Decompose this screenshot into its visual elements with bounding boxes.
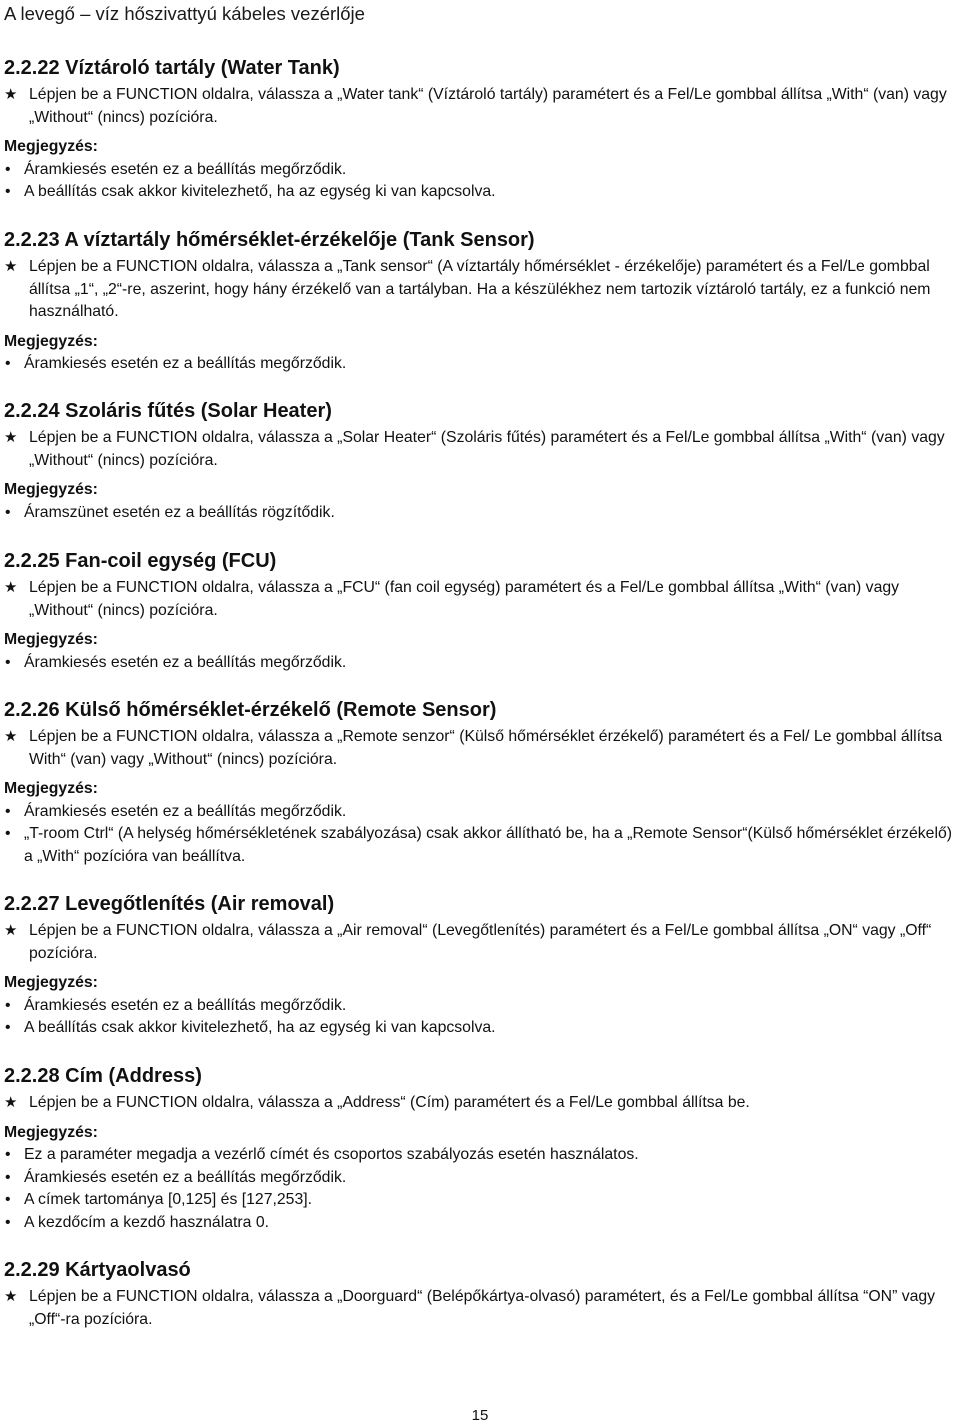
note-item [4, 502, 956, 525]
star-icon: ★ [4, 1288, 18, 1305]
note-item [4, 1017, 956, 1040]
note-text: Áramkiesés esetén ez a beállítás megőrződik. [24, 996, 347, 1014]
section-tank-sensor [4, 228, 956, 376]
note-item [4, 159, 956, 182]
note-text: Ez a paraméter megadja a vezérlő címét és csoportos szabályozás esetén használatos. [24, 1146, 639, 1163]
instruction-text: Lépjen be a FUNCTION oldalra, válassza a „Tank sensor“ (A víztartály hőmérséklet - érzékelője) paramétert és a Fel/Le gombbal állítsa „1“, „2“-re, aszerint, hogy hány érzékelő van a tartályban. Ha a készülékhez nem tartozik víztároló tartály, ez a funkció nem használható. [29, 258, 931, 320]
note-item [4, 181, 956, 204]
note-label: Megjegyzés: [4, 780, 98, 797]
bullet-icon: • [5, 160, 11, 178]
instruction [4, 577, 956, 622]
instruction [4, 920, 956, 965]
section-title: 2.2.24 Szoláris fűtés (Solar Heater) [4, 400, 332, 422]
bullet-icon: • [5, 1019, 11, 1036]
section-air-removal [4, 892, 956, 1040]
note-item [4, 1189, 956, 1212]
note-item [4, 801, 956, 824]
note-label: Megjegyzés: [4, 332, 98, 350]
bullet-icon: • [5, 825, 11, 842]
bullet-icon: • [5, 355, 11, 372]
section-title: 2.2.26 Külső hőmérséklet-érzékelő (Remote Sensor) [4, 699, 497, 721]
instruction [4, 1286, 956, 1331]
page-number: 15 [471, 1407, 489, 1424]
bullet-icon: • [5, 1191, 11, 1208]
star-icon: ★ [4, 922, 18, 939]
star-icon: ★ [4, 1094, 18, 1111]
star-icon: ★ [4, 86, 18, 103]
instruction-text: Lépjen be a FUNCTION oldalra, válassza a „Address“ (Cím) paramétert és a Fel/Le gombbal állítsa be. [29, 1094, 750, 1111]
section-address [4, 1064, 956, 1234]
star-icon: ★ [4, 728, 18, 745]
note-text: Áramkiesés esetén ez a beállítás megőrződik. [24, 355, 347, 372]
note-text: „T-room Ctrl“ (A helység hőmérsékletének szabályozása) csak akkor állítható be, ha a „Remote Sensor“(Külső hőmérséklet érzékelő) a „With“ pozícióra van beállítva. [24, 825, 953, 865]
note-item [4, 652, 956, 675]
instruction-text: Lépjen be a FUNCTION oldalra, válassza a „Remote senzor“ (Külső hőmérséklet érzékelő) paramétert és a Fel/ Le gombbal állítsa With“ (van) vagy „Without“ (nincs) pozícióra. [29, 728, 943, 768]
bullet-icon: • [5, 1146, 11, 1163]
note-text: A címek tartománya [0,125] és [127,253]. [24, 1191, 313, 1208]
section-water-tank [4, 56, 956, 204]
section-title: 2.2.25 Fan-coil egység (FCU) [4, 550, 277, 572]
section-title: 2.2.29 Kártyaolvasó [4, 1259, 191, 1281]
instruction-text: Lépjen be a FUNCTION oldalra, válassza a „Air removal“ (Levegőtlenítés) paramétert és a Fel/Le gombbal állítsa „ON“ vagy „Off“ pozícióra. [29, 922, 932, 962]
section-title: 2.2.22 Víztároló tartály (Water Tank) [4, 57, 340, 79]
bullet-icon: • [5, 1168, 11, 1186]
bullet-icon: • [5, 802, 11, 820]
instruction [4, 427, 956, 472]
section-solar-heater [4, 399, 956, 524]
instruction [4, 84, 956, 129]
note-text: Áramszünet esetén ez a beállítás rögzítődik. [24, 503, 335, 521]
star-icon: ★ [4, 258, 18, 275]
note-item [4, 995, 956, 1018]
note-label: Megjegyzés: [4, 974, 98, 991]
instruction-text: Lépjen be a FUNCTION oldalra, válassza a „FCU“ (fan coil egység) paramétert és a Fel/Le gombbal állítsa „With“ (van) vagy „Without“ (nincs) pozícióra. [29, 579, 900, 619]
note-label: Megjegyzés: [4, 1123, 98, 1141]
star-icon: ★ [4, 579, 18, 596]
note-text: Áramkiesés esetén ez a beállítás megőrződik. [24, 1168, 347, 1186]
section-title: 2.2.23 A víztartály hőmérséklet-érzékelője (Tank Sensor) [4, 229, 535, 251]
note-text: Áramkiesés esetén ez a beállítás megőrződik. [24, 160, 347, 178]
note-label: Megjegyzés: [4, 631, 98, 648]
instruction-text: Lépjen be a FUNCTION oldalra, válassza a „Water tank“ (Víztároló tartály) paramétert és a Fel/Le gombbal állítsa „With“ (van) vagy „Without“ (nincs) pozícióra. [29, 86, 947, 126]
instruction [4, 1092, 956, 1115]
note-label: Megjegyzés: [4, 138, 98, 155]
note-item [4, 353, 956, 376]
page-header: A levegő – víz hőszivattyú kábeles vezérlője [4, 3, 365, 24]
bullet-icon: • [5, 996, 11, 1014]
note-text: Áramkiesés esetén ez a beállítás megőrződik. [24, 653, 347, 671]
note-text: A beállítás csak akkor kivitelezhető, ha az egység ki van kapcsolva. [24, 183, 496, 200]
bullet-icon: • [5, 503, 11, 521]
note-item [4, 823, 956, 868]
section-title: 2.2.27 Levegőtlenítés (Air removal) [4, 893, 335, 915]
section-title: 2.2.28 Cím (Address) [4, 1065, 202, 1087]
section-remote-sensor [4, 698, 956, 868]
note-item [4, 1167, 956, 1190]
note-text: A kezdőcím a kezdő használatra 0. [24, 1213, 269, 1231]
section-card-reader [4, 1258, 956, 1331]
instruction [4, 256, 956, 324]
star-icon: ★ [4, 429, 18, 446]
instruction-text: Lépjen be a FUNCTION oldalra, válassza a „Solar Heater“ (Szoláris fűtés) paramétert és a Fel/Le gombbal állítsa „With“ (van) vagy „Without“ (nincs) pozícióra. [29, 429, 945, 469]
note-text: Áramkiesés esetén ez a beállítás megőrződik. [24, 802, 347, 820]
note-item [4, 1144, 956, 1167]
bullet-icon: • [5, 653, 11, 671]
bullet-icon: • [5, 1213, 11, 1231]
note-label: Megjegyzés: [4, 481, 98, 498]
instruction [4, 726, 956, 771]
note-item [4, 1212, 956, 1235]
instruction-text: Lépjen be a FUNCTION oldalra, válassza a „Doorguard“ (Belépőkártya-olvasó) paramétert, és a Fel/Le gombbal állítsa “ON” vagy „Off“-ra pozícióra. [29, 1288, 936, 1328]
section-fcu [4, 549, 956, 674]
bullet-icon: • [5, 183, 11, 200]
note-text: A beállítás csak akkor kivitelezhető, ha az egység ki van kapcsolva. [24, 1019, 496, 1036]
